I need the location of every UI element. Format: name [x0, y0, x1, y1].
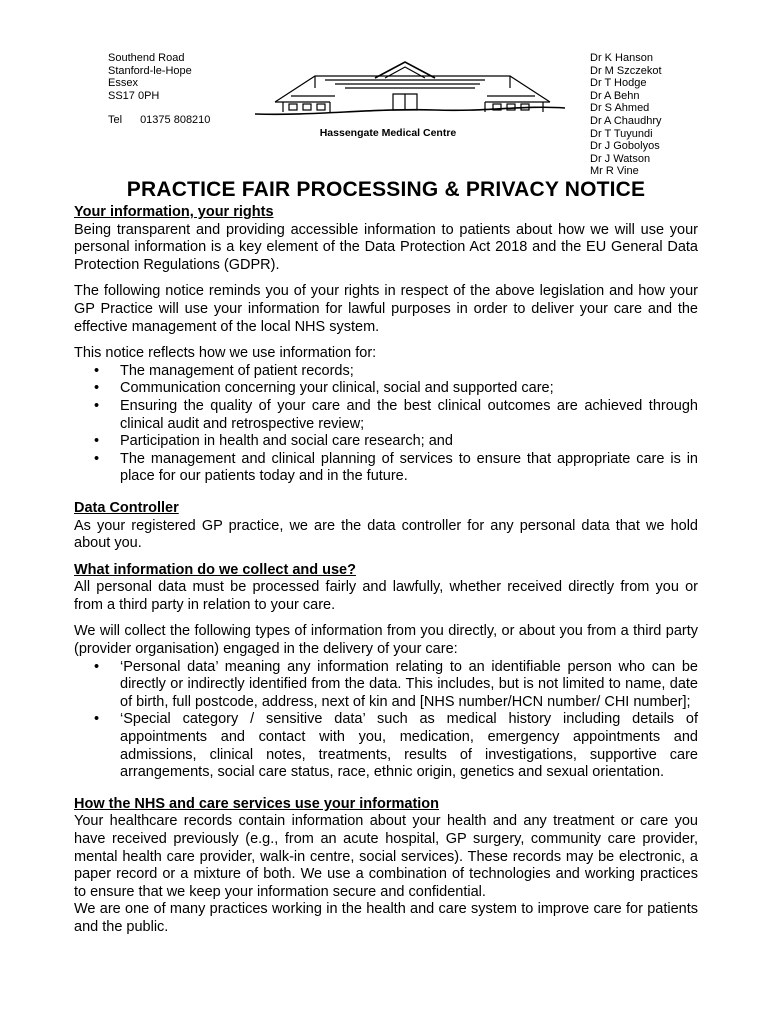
paragraph: As your registered GP practice, we are the data controller for any personal data that we hold about you. [74, 517, 698, 552]
paragraph: The following notice reminds you of your rights in respect of the above legislation and how your GP Practice will use your information for lawful purposes in order to deliver your care and the effective management of the local NHS system. [74, 283, 698, 335]
list-item: • The management of patient records; [120, 363, 698, 381]
section-heading-nhs-use: How the NHS and care services use your information [74, 795, 440, 812]
list-item: • Participation in health and social care research; and [120, 433, 698, 451]
paragraph: Your healthcare records contain information about your health and any treatment or care you have received previously (e.g., from an acute hospital, GP surgery, community care provider, mental health care provider, walk-in centre, social services). These records may be electronic, a paper record or a mixture of both. We use a combination of technologies and working practices to ensure that we keep your information secure and confidential. [74, 813, 698, 900]
list-item: • Communication concerning your clinical, social and supported care; [120, 380, 698, 398]
doctors-list [590, 52, 662, 178]
doctor-name: Dr T Hodge [590, 77, 647, 90]
list-item: • The management and clinical planning of services to ensure that appropriate care is in place for our patients today and in the future. [120, 451, 698, 486]
practice-address [108, 52, 210, 127]
paragraph: All personal data must be processed fairly and lawfully, whether received directly from you or from a third party in relation to your care. [74, 579, 698, 613]
paragraph: We are one of many practices working in the health and care system to improve care for patients and the public. [74, 901, 698, 935]
letterhead [0, 0, 770, 180]
doctor-name: Dr A Chaudhry [590, 114, 662, 127]
telephone [108, 114, 210, 127]
address-line: Southend Road [108, 52, 185, 64]
centre-name: Hassengate Medical Centre [319, 127, 457, 139]
page-title: PRACTICE FAIR PROCESSING & PRIVACY NOTICE [126, 178, 646, 201]
list-item: • ‘Special category / sensitive data’ such as medical history including details of appointments and contact with you, medication, emergency appointments and admissions, clinical notes, treatments, results of investigations, supportive care arrangements, social care status, race, ethnic origin, genetics and sexual orientation. [120, 711, 698, 781]
building-logo-icon [255, 58, 565, 120]
list-item: • ‘Personal data’ meaning any information relating to an identifiable person who can be directly or indirectly identified from the data. This includes, but is not limited to name, date of birth, full postcode, address, next of kin and [NHS number/HCN number/ CHI number]; [120, 659, 698, 712]
doctor-name: Dr J Watson [590, 152, 651, 165]
doctor-name: Dr J Gobolyos [590, 140, 660, 153]
notice-body [74, 176, 698, 937]
paragraph: Being transparent and providing accessible information to patients about how we will use your personal information is a key element of the Data Protection Act 2018 and the EU General Data Protection Regulations (GDPR). [74, 221, 698, 273]
section-heading-information-collected: What information do we collect and use? [74, 561, 356, 578]
tel-number: 01375 808210 [140, 114, 211, 127]
section-heading-rights: Your information, your rights [74, 204, 274, 220]
section-heading-data-controller: Data Controller [74, 499, 179, 516]
doctor-name: Dr T Tuyundi [590, 127, 653, 140]
list-item: • Ensuring the quality of your care and the best clinical outcomes are achieved through clinical audit and retrospective review; [120, 398, 698, 433]
doctor-name: Dr S Ahmed [590, 102, 650, 115]
data-types-list [74, 659, 698, 782]
paragraph: We will collect the following types of information from you directly, or about you from a third party (provider organisation) engaged in the delivery of your care: [74, 623, 698, 658]
doctor-name: Dr K Hanson [590, 52, 653, 64]
usage-list [74, 363, 698, 486]
address-line: Essex [108, 77, 138, 90]
address-line: SS17 0PH [108, 89, 160, 102]
doctor-name: Dr A Behn [590, 89, 640, 102]
tel-label: Tel [108, 114, 123, 127]
address-line: Stanford-le-Hope [108, 64, 192, 77]
paragraph: This notice reflects how we use information for: [74, 345, 377, 362]
doctor-name: Dr M Szczekot [590, 64, 662, 77]
doctor-name: Mr R Vine [590, 165, 639, 178]
